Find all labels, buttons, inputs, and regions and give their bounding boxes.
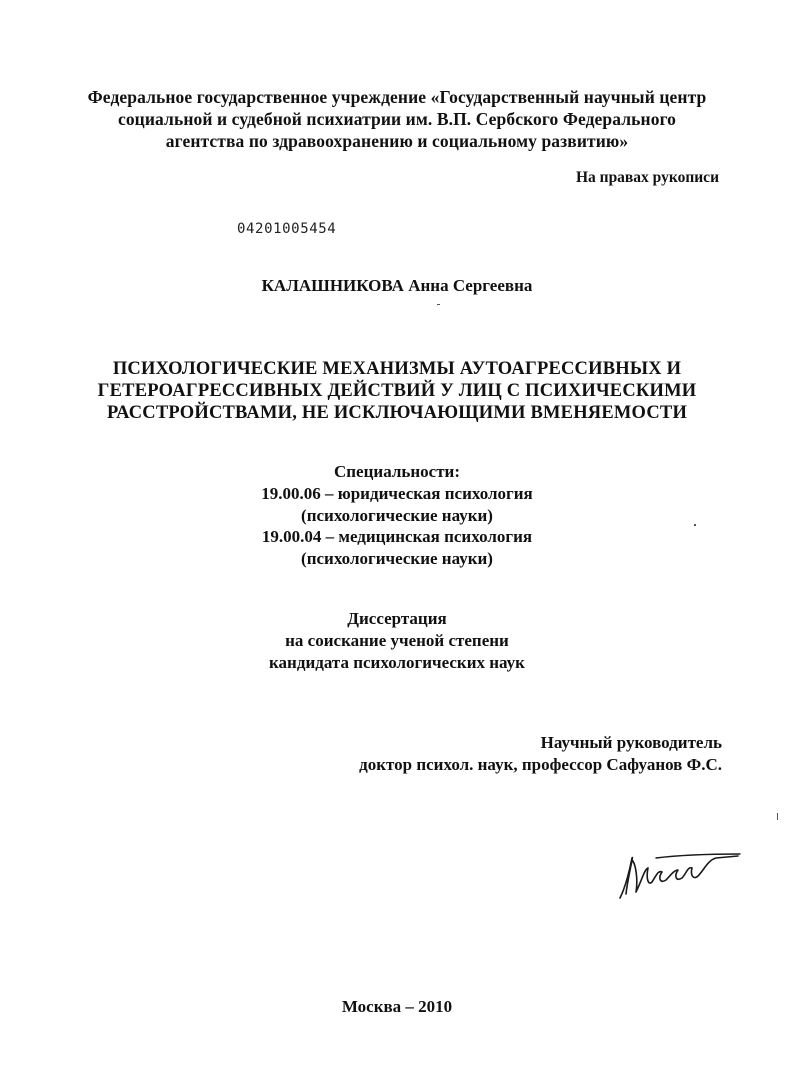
- registration-code: 04201005454: [237, 221, 337, 237]
- scan-speck: [694, 524, 696, 526]
- author-surname: КАЛАШНИКОВА: [261, 276, 404, 295]
- author-given-names: Анна Сергеевна: [408, 276, 533, 295]
- manuscript-rights: На правах рукописи: [575, 169, 719, 186]
- institution-line-3: агентства по здравоохранению и социальному развитию»: [165, 131, 629, 151]
- supervisor-role: Научный руководитель: [540, 733, 722, 752]
- specialty-2-code-name: 19.00.04 – медицинская психология: [261, 527, 533, 546]
- title-line-2: ГЕТЕРОАГРЕССИВНЫХ ДЕЙСТВИЙ У ЛИЦ С ПСИХИЧЕСКИМИ: [97, 381, 697, 401]
- author-name: [0, 275, 794, 297]
- supervisor-name: доктор психол. наук, профессор Сафуанов Ф.С.: [359, 755, 722, 774]
- specialty-1-code-name: 19.00.06 – юридическая психология: [261, 484, 533, 503]
- handwritten-signature: [612, 846, 752, 906]
- specialty-1-field: (психологические науки): [301, 506, 493, 525]
- dissertation-line-3: кандидата психологических наук: [269, 653, 525, 672]
- title-line-3: РАССТРОЙСТВАМИ, НЕ ИСКЛЮЧАЮЩИМИ ВМЕНЯЕМОСТИ: [106, 403, 688, 423]
- specialty-2-field: (психологические науки): [301, 549, 493, 568]
- dissertation-line-2: на соискание ученой степени: [285, 631, 509, 650]
- title-line-1: ПСИХОЛОГИЧЕСКИЕ МЕХАНИЗМЫ АУТОАГРЕССИВНЫХ И: [112, 359, 682, 379]
- scan-speck: [777, 813, 778, 820]
- institution-line-2: социальной и судебной психиатрии им. В.П. Сербского Федерального: [117, 109, 677, 129]
- dissertation-line-1: Диссертация: [347, 609, 447, 628]
- institution-line-1: Федеральное государственное учреждение «Государственный научный центр: [87, 87, 707, 107]
- city-year: Москва – 2010: [341, 997, 453, 1016]
- specialties-heading: Специальности:: [333, 462, 461, 481]
- scan-speck: [437, 304, 440, 305]
